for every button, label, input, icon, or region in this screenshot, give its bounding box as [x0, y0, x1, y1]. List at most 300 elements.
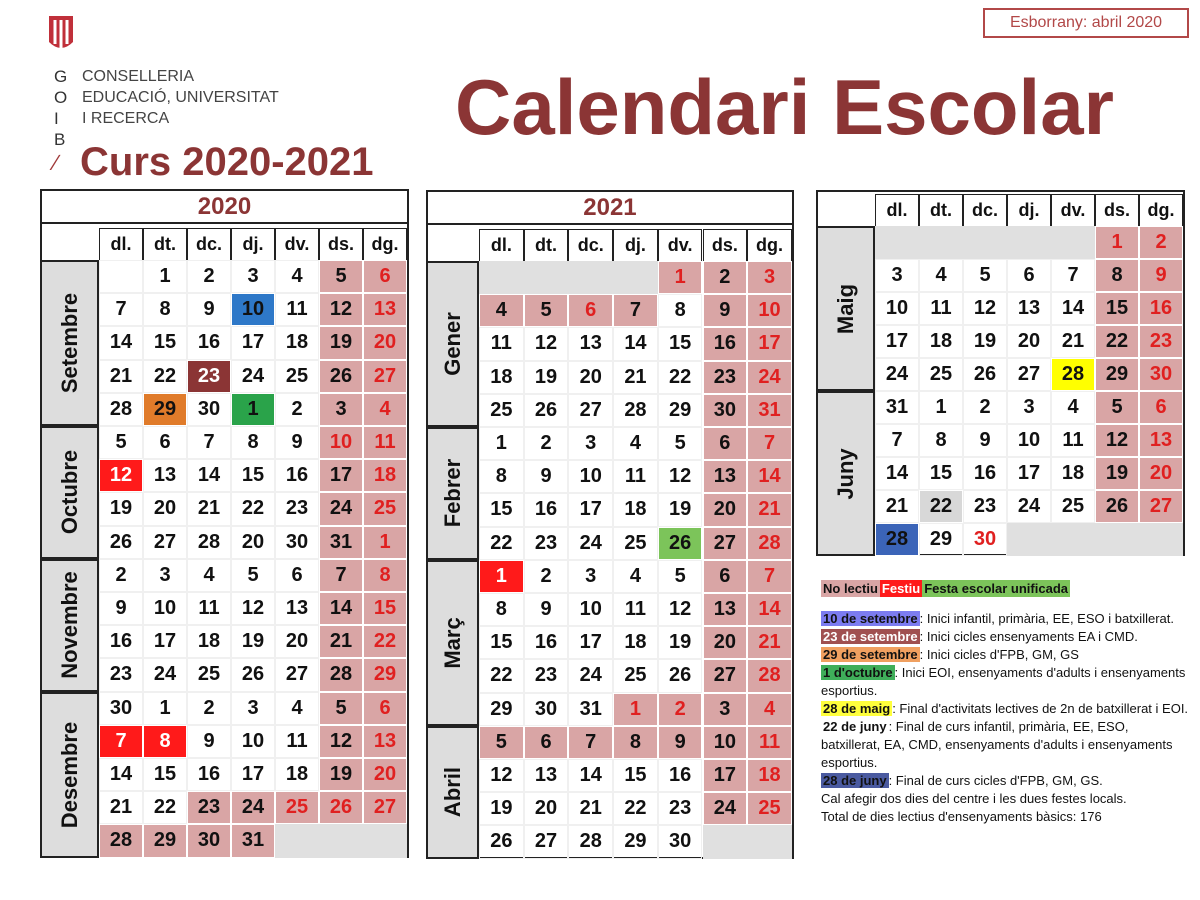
weekday-header: dg. — [747, 229, 792, 262]
day-cell: 9 — [658, 726, 703, 759]
day-cell: 25 — [275, 360, 319, 393]
day-cell: 4 — [747, 693, 792, 726]
day-cell: 12 — [524, 327, 569, 360]
day-cell: 26 — [658, 659, 703, 692]
day-cell: 9 — [187, 725, 231, 758]
day-cell: 22 — [363, 625, 407, 658]
day-cell: 2 — [524, 427, 569, 460]
day-cell: 12 — [319, 725, 363, 758]
day-cell: 17 — [747, 327, 792, 360]
day-cell: 4 — [613, 427, 658, 460]
day-cell: 17 — [1007, 457, 1051, 490]
day-cell: 11 — [187, 592, 231, 625]
day-cell: 21 — [1051, 325, 1095, 358]
day-cell: 15 — [658, 327, 703, 360]
day-cell: 5 — [319, 260, 363, 293]
day-cell: 11 — [479, 327, 524, 360]
day-cell: 25 — [1051, 490, 1095, 523]
day-cell: 25 — [613, 659, 658, 692]
day-cell: 12 — [479, 759, 524, 792]
weekday-header: ds. — [703, 229, 748, 262]
day-cell: 21 — [187, 492, 231, 525]
day-cell: 29 — [658, 394, 703, 427]
day-cell: 10 — [1007, 424, 1051, 457]
day-cell: 24 — [143, 658, 187, 691]
year-title: 2021 — [428, 192, 792, 225]
day-cell: 7 — [747, 427, 792, 460]
legend-footer-1: Cal afegir dos dies del centre i les dues festes locals. — [821, 791, 1127, 806]
day-cell: 21 — [613, 361, 658, 394]
day-cell: 20 — [231, 526, 275, 559]
day-cell: 15 — [231, 459, 275, 492]
day-cell: 23 — [524, 527, 569, 560]
day-cell: 25 — [187, 658, 231, 691]
day-cell: 2 — [187, 692, 231, 725]
day-cell: 4 — [275, 260, 319, 293]
legend-note-text: : Inici cicles ensenyaments EA i CMD. — [919, 629, 1138, 644]
day-cell: 10 — [231, 293, 275, 326]
legend-note-text: : Final de curs infantil, primària, EE, ESO, batxillerat, EA, CMD, ensenyaments d'adults i ensenyaments esportius. — [821, 719, 1173, 770]
day-cell: 29 — [479, 693, 524, 726]
day-cell: 24 — [231, 791, 275, 824]
month-name: Juny — [832, 447, 858, 500]
weekday-header: dt. — [919, 194, 963, 227]
day-cell: 14 — [99, 758, 143, 791]
month-name: Març — [439, 617, 465, 669]
day-cell: 30 — [187, 824, 231, 857]
month-label-abril — [426, 726, 479, 859]
weekday-header: dv. — [1051, 194, 1095, 227]
month-label-setembre — [40, 260, 99, 426]
empty-cell — [524, 261, 569, 294]
legend-footer-2: Total de dies lectius d'ensenyaments bàsics: 176 — [821, 809, 1102, 824]
month-name: Desembre — [56, 721, 82, 828]
day-cell: 11 — [275, 725, 319, 758]
month-name: Gener — [439, 312, 465, 376]
day-cell: 18 — [187, 625, 231, 658]
day-cell: 23 — [1139, 325, 1183, 358]
slash-mark: ∕ — [54, 150, 58, 175]
day-cell: 18 — [747, 759, 792, 792]
legend-key-festa-escolar: Festa escolar unificada — [924, 581, 1068, 596]
day-cell: 20 — [143, 492, 187, 525]
day-cell: 12 — [658, 593, 703, 626]
day-cell: 29 — [613, 825, 658, 858]
day-cell: 20 — [275, 625, 319, 658]
day-cell: 13 — [143, 459, 187, 492]
day-cell: 12 — [963, 292, 1007, 325]
day-cell: 14 — [875, 457, 919, 490]
day-cell: 17 — [231, 326, 275, 359]
day-cell: 18 — [275, 326, 319, 359]
day-cell: 16 — [99, 625, 143, 658]
day-cell: 19 — [99, 492, 143, 525]
empty-cell — [747, 825, 792, 858]
day-cell: 8 — [479, 460, 524, 493]
day-cell: 6 — [524, 726, 569, 759]
day-cell: 20 — [703, 493, 748, 526]
day-cell: 12 — [319, 293, 363, 326]
day-cell: 22 — [143, 360, 187, 393]
weekday-header: dl. — [875, 194, 919, 227]
day-cell: 27 — [1139, 490, 1183, 523]
empty-cell — [703, 825, 748, 858]
day-cell: 20 — [363, 326, 407, 359]
day-cell: 10 — [143, 592, 187, 625]
day-cell: 7 — [613, 294, 658, 327]
empty-cell — [1139, 523, 1183, 556]
day-cell: 8 — [143, 725, 187, 758]
day-cell: 28 — [99, 393, 143, 426]
day-cell: 14 — [1051, 292, 1095, 325]
legend-note — [821, 700, 1191, 718]
day-cell: 8 — [613, 726, 658, 759]
day-cell: 14 — [747, 460, 792, 493]
day-cell: 13 — [1007, 292, 1051, 325]
day-cell: 3 — [231, 260, 275, 293]
day-cell: 23 — [99, 658, 143, 691]
empty-cell — [363, 824, 407, 857]
empty-cell — [963, 226, 1007, 259]
day-cell: 7 — [319, 559, 363, 592]
weekday-header: dl. — [99, 228, 143, 261]
day-cell: 30 — [524, 693, 569, 726]
day-cell: 27 — [1007, 358, 1051, 391]
day-cell: 6 — [363, 260, 407, 293]
day-cell: 7 — [99, 293, 143, 326]
legend-note-date: 28 de maig — [823, 701, 891, 716]
day-cell: 10 — [319, 426, 363, 459]
day-cell: 1 — [479, 427, 524, 460]
day-cell: 29 — [919, 523, 963, 556]
day-cell: 17 — [568, 493, 613, 526]
day-cell: 17 — [231, 758, 275, 791]
day-cell: 16 — [963, 457, 1007, 490]
calendar-panel-2020 — [40, 189, 409, 858]
day-cell: 10 — [703, 726, 748, 759]
day-cell: 18 — [479, 361, 524, 394]
day-cell: 31 — [568, 693, 613, 726]
day-cell: 28 — [187, 526, 231, 559]
day-cell: 14 — [568, 759, 613, 792]
day-cell: 2 — [524, 560, 569, 593]
day-cell: 31 — [875, 391, 919, 424]
day-cell: 8 — [1095, 259, 1139, 292]
day-cell: 31 — [319, 526, 363, 559]
day-cell: 1 — [143, 260, 187, 293]
page-title: Calendari Escolar — [455, 63, 1114, 151]
day-cell: 19 — [658, 493, 703, 526]
day-cell: 10 — [875, 292, 919, 325]
day-cell: 24 — [568, 659, 613, 692]
day-cell: 6 — [143, 426, 187, 459]
empty-cell — [568, 261, 613, 294]
legend-note — [821, 610, 1191, 628]
day-cell: 6 — [1007, 259, 1051, 292]
day-cell: 7 — [1051, 259, 1095, 292]
day-cell: 4 — [363, 393, 407, 426]
day-cell: 23 — [658, 792, 703, 825]
course-title: Curs 2020-2021 — [80, 140, 374, 184]
day-cell: 4 — [187, 559, 231, 592]
day-cell: 9 — [1139, 259, 1183, 292]
day-cell: 13 — [703, 593, 748, 626]
legend-note-date: 10 de setembre — [823, 611, 918, 626]
day-cell: 25 — [275, 791, 319, 824]
day-cell: 6 — [568, 294, 613, 327]
weekday-header: dj. — [231, 228, 275, 261]
day-cell: 23 — [187, 791, 231, 824]
empty-cell — [1051, 523, 1095, 556]
day-cell: 24 — [1007, 490, 1051, 523]
day-cell: 20 — [568, 361, 613, 394]
day-cell: 18 — [613, 493, 658, 526]
day-cell: 19 — [319, 326, 363, 359]
day-cell: 17 — [703, 759, 748, 792]
day-cell: 24 — [568, 527, 613, 560]
day-cell: 1 — [1095, 226, 1139, 259]
day-cell: 10 — [747, 294, 792, 327]
day-cell: 7 — [747, 560, 792, 593]
day-cell: 27 — [568, 394, 613, 427]
day-cell: 27 — [524, 825, 569, 858]
day-cell: 27 — [275, 658, 319, 691]
day-cell: 1 — [919, 391, 963, 424]
legend-note-date: 22 de juny — [823, 719, 887, 734]
weekday-header: ds. — [1095, 194, 1139, 227]
day-cell: 9 — [524, 593, 569, 626]
day-cell: 2 — [1139, 226, 1183, 259]
day-cell: 22 — [479, 659, 524, 692]
weekday-header: dc. — [187, 228, 231, 261]
legend-note — [821, 646, 1191, 664]
day-cell: 17 — [143, 625, 187, 658]
day-cell: 12 — [99, 459, 143, 492]
day-cell: 24 — [319, 492, 363, 525]
day-cell: 4 — [275, 692, 319, 725]
org-line-3: I RECERCA — [82, 110, 170, 127]
year-title: 2020 — [42, 191, 407, 224]
day-cell: 13 — [703, 460, 748, 493]
day-cell: 25 — [613, 527, 658, 560]
empty-cell — [613, 261, 658, 294]
day-cell: 30 — [1139, 358, 1183, 391]
day-cell: 7 — [875, 424, 919, 457]
day-cell: 3 — [231, 692, 275, 725]
day-cell: 5 — [658, 427, 703, 460]
month-label-octubre — [40, 426, 99, 559]
day-cell: 8 — [479, 593, 524, 626]
day-cell: 27 — [363, 791, 407, 824]
goib-letters: G O I B — [54, 67, 68, 149]
day-cell: 28 — [319, 658, 363, 691]
day-cell: 13 — [524, 759, 569, 792]
legend-note-date: 29 de setembre — [823, 647, 918, 662]
day-cell: 5 — [658, 560, 703, 593]
day-cell: 26 — [319, 360, 363, 393]
day-cell: 21 — [747, 493, 792, 526]
day-cell: 3 — [703, 693, 748, 726]
weekday-header: dl. — [479, 229, 524, 262]
day-cell: 22 — [231, 492, 275, 525]
day-cell: 4 — [613, 560, 658, 593]
legend-keys — [821, 580, 1191, 598]
day-cell: 26 — [319, 791, 363, 824]
weekday-header: dt. — [524, 229, 569, 262]
day-cell: 12 — [231, 592, 275, 625]
day-cell: 15 — [363, 592, 407, 625]
org-line-1: CONSELLERIA — [82, 68, 195, 85]
day-cell: 25 — [747, 792, 792, 825]
day-cell: 29 — [363, 658, 407, 691]
legend-note-text: : Final d'activitats lectives de 2n de batxillerat i EOI. — [892, 701, 1189, 716]
day-cell: 28 — [613, 394, 658, 427]
day-cell: 21 — [99, 360, 143, 393]
weekday-header: dv. — [658, 229, 703, 262]
day-cell: 2 — [187, 260, 231, 293]
day-cell: 13 — [1139, 424, 1183, 457]
day-cell: 20 — [363, 758, 407, 791]
day-cell: 22 — [143, 791, 187, 824]
day-cell: 20 — [1007, 325, 1051, 358]
day-cell: 24 — [747, 361, 792, 394]
day-cell: 30 — [99, 692, 143, 725]
month-name: Febrer — [439, 459, 465, 528]
day-cell: 16 — [658, 759, 703, 792]
day-cell: 9 — [99, 592, 143, 625]
day-cell: 11 — [613, 593, 658, 626]
day-cell: 3 — [747, 261, 792, 294]
day-cell: 13 — [275, 592, 319, 625]
day-cell: 4 — [919, 259, 963, 292]
legend-note-text: : Inici infantil, primària, EE, ESO i batxillerat. — [919, 611, 1174, 626]
legend-note-date: 23 de setembre — [823, 629, 918, 644]
day-cell: 28 — [99, 824, 143, 857]
legend-note — [821, 718, 1191, 772]
day-cell: 30 — [703, 394, 748, 427]
day-cell: 24 — [875, 358, 919, 391]
day-cell: 17 — [875, 325, 919, 358]
empty-cell — [1007, 226, 1051, 259]
month-label-juny — [816, 391, 875, 556]
day-cell: 15 — [1095, 292, 1139, 325]
day-cell: 2 — [963, 391, 1007, 424]
day-cell: 17 — [319, 459, 363, 492]
day-cell: 8 — [919, 424, 963, 457]
goib-logo — [46, 14, 76, 54]
weekday-header: dg. — [363, 228, 407, 261]
day-cell: 5 — [99, 426, 143, 459]
day-cell: 1 — [613, 693, 658, 726]
day-cell: 1 — [231, 393, 275, 426]
weekday-header: dj. — [613, 229, 658, 262]
legend-note — [821, 772, 1191, 790]
ministry-name — [82, 66, 279, 129]
day-cell: 9 — [275, 426, 319, 459]
day-cell: 10 — [231, 725, 275, 758]
legend-note-text: : Inici EOI, ensenyaments d'adults i ensenyaments esportius. — [821, 665, 1186, 698]
day-cell: 26 — [524, 394, 569, 427]
day-cell: 16 — [524, 493, 569, 526]
day-cell: 28 — [747, 527, 792, 560]
day-cell: 19 — [963, 325, 1007, 358]
day-cell: 29 — [143, 393, 187, 426]
day-cell: 1 — [363, 526, 407, 559]
month-name: Octubre — [56, 450, 82, 535]
day-cell: 16 — [187, 758, 231, 791]
day-cell: 23 — [524, 659, 569, 692]
day-cell: 11 — [1051, 424, 1095, 457]
day-cell: 26 — [1095, 490, 1139, 523]
day-cell: 3 — [568, 427, 613, 460]
day-cell: 6 — [703, 427, 748, 460]
day-cell: 5 — [1095, 391, 1139, 424]
day-cell: 27 — [143, 526, 187, 559]
month-label-desembre — [40, 692, 99, 858]
day-cell: 21 — [875, 490, 919, 523]
day-cell: 22 — [1095, 325, 1139, 358]
day-cell: 16 — [275, 459, 319, 492]
day-cell: 30 — [963, 523, 1007, 556]
day-cell: 12 — [1095, 424, 1139, 457]
day-cell: 28 — [747, 659, 792, 692]
day-cell: 11 — [613, 460, 658, 493]
day-cell: 15 — [479, 626, 524, 659]
day-cell: 28 — [1051, 358, 1095, 391]
day-cell: 25 — [919, 358, 963, 391]
draft-badge: Esborrany: abril 2020 — [983, 8, 1189, 38]
day-cell: 20 — [524, 792, 569, 825]
day-cell: 26 — [99, 526, 143, 559]
day-cell: 6 — [275, 559, 319, 592]
day-cell: 23 — [703, 361, 748, 394]
day-cell: 19 — [231, 625, 275, 658]
day-cell: 7 — [568, 726, 613, 759]
day-cell: 23 — [963, 490, 1007, 523]
day-cell: 2 — [275, 393, 319, 426]
month-label-febrer — [426, 427, 479, 560]
day-cell: 15 — [143, 758, 187, 791]
day-cell: 14 — [747, 593, 792, 626]
day-cell: 13 — [363, 293, 407, 326]
day-cell: 23 — [187, 360, 231, 393]
day-cell: 28 — [875, 523, 919, 556]
day-cell: 19 — [479, 792, 524, 825]
day-cell: 10 — [568, 593, 613, 626]
day-cell: 19 — [1095, 457, 1139, 490]
calendar-panel-may-june — [816, 190, 1185, 556]
day-cell: 7 — [187, 426, 231, 459]
month-name: Novembre — [56, 571, 82, 679]
day-cell: 3 — [875, 259, 919, 292]
day-cell: 18 — [613, 626, 658, 659]
day-cell: 3 — [568, 560, 613, 593]
empty-cell — [1095, 523, 1139, 556]
day-cell: 26 — [963, 358, 1007, 391]
empty-cell — [319, 824, 363, 857]
day-cell: 27 — [363, 360, 407, 393]
day-cell: 12 — [658, 460, 703, 493]
day-cell: 23 — [275, 492, 319, 525]
day-cell: 3 — [319, 393, 363, 426]
month-name: Setembre — [56, 292, 82, 394]
day-cell: 14 — [613, 327, 658, 360]
calendar-panel-2021 — [426, 190, 794, 859]
day-cell: 15 — [143, 326, 187, 359]
day-cell: 3 — [1007, 391, 1051, 424]
weekday-header: ds. — [319, 228, 363, 261]
day-cell: 2 — [703, 261, 748, 294]
